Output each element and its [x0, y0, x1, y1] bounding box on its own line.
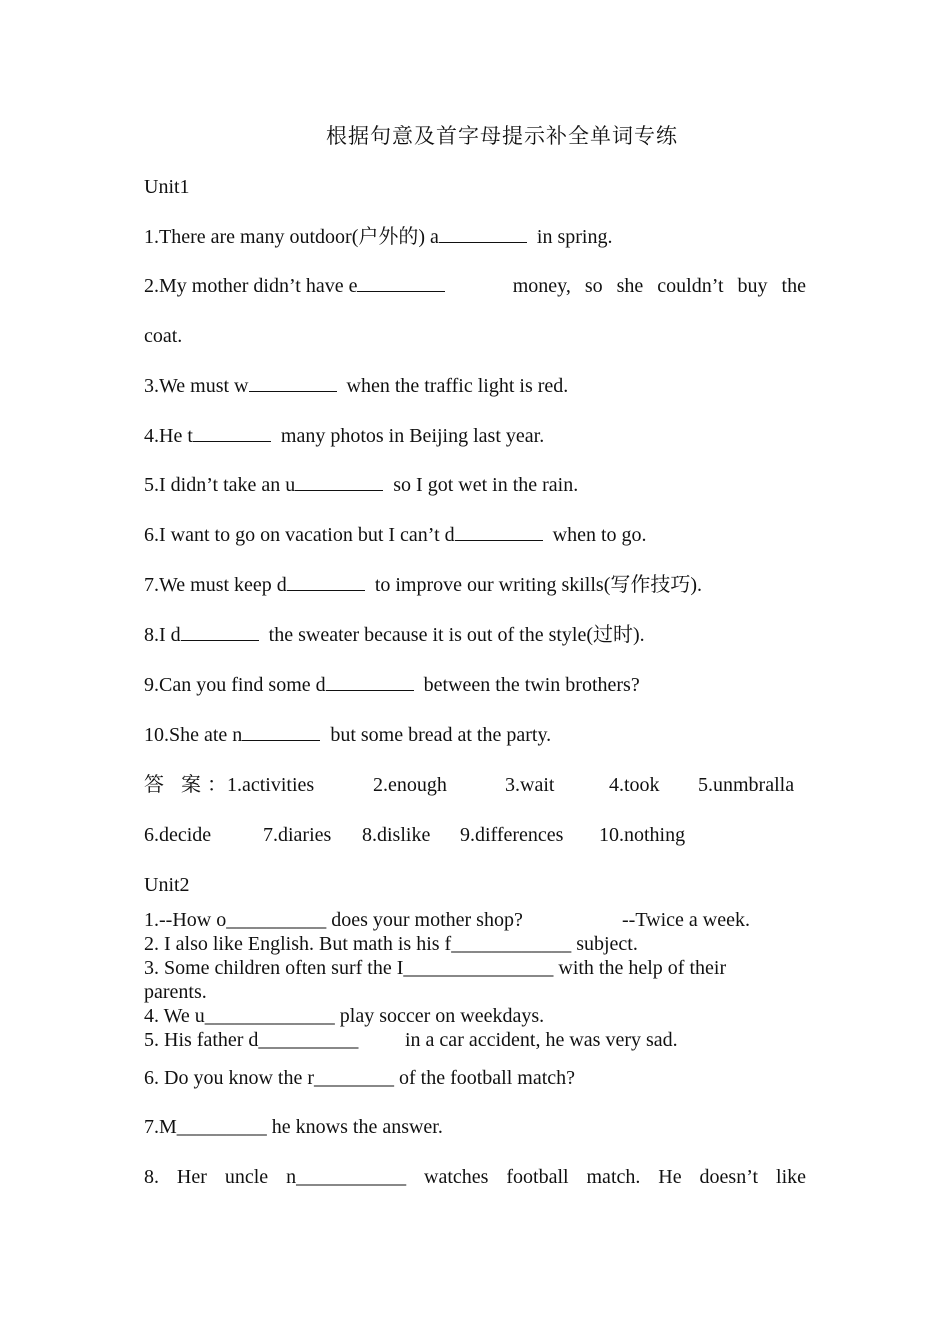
- item-text: when the traffic light is red.: [346, 375, 569, 397]
- answer-item: 5.unmbralla: [698, 774, 795, 796]
- item-text: the sweater because it is out of the style(过时).: [268, 624, 645, 646]
- item-text: but some bread at the party.: [330, 724, 552, 746]
- item-text: 7.We must keep d: [144, 574, 287, 596]
- unit1-item-9: [144, 673, 640, 697]
- answers-row-2: [144, 823, 806, 847]
- answer-item: 8.dislike: [362, 824, 431, 846]
- unit1-item-7: [144, 573, 702, 597]
- item-text: 2.My mother didn’t have e: [144, 274, 455, 298]
- unit2-line-6: 6. Do you know the r________ of the football match?: [144, 1067, 576, 1089]
- unit2-heading: Unit2: [144, 874, 190, 896]
- item-text: so I got wet in the rain.: [393, 474, 579, 496]
- answer-item: 6.decide: [144, 824, 212, 846]
- unit2-line-3-cont: parents.: [144, 981, 207, 1003]
- item-text: in spring.: [536, 226, 613, 248]
- item-text: to improve our writing skills(写作技巧).: [374, 574, 703, 596]
- item-text: 9.Can you find some d: [144, 674, 326, 696]
- unit2-line-3: 3. Some children often surf the I_______________ with the help of their: [144, 957, 727, 979]
- unit2-line-1: 1.--How o__________ does your mother shop?: [144, 909, 523, 931]
- answer-blank: [249, 377, 337, 392]
- item-text: many photos in Beijing last year.: [280, 425, 545, 447]
- answer-blank: [287, 576, 365, 591]
- unit1-item-4: [144, 424, 544, 448]
- item-text: between the twin brothers?: [423, 674, 640, 696]
- item-text: 6.I want to go on vacation but I can’t d: [144, 524, 455, 546]
- unit1-item-1: [144, 225, 612, 249]
- item-text: 10.She ate n: [144, 724, 243, 746]
- item-text: money, so she couldn’t buy the: [512, 275, 806, 297]
- unit2-line-4: 4. We u_____________ play soccer on weekdays.: [144, 1005, 545, 1027]
- answers-label: 答 案：: [144, 774, 233, 796]
- answer-item: 2.enough: [373, 774, 447, 796]
- unit1-item-2: [144, 274, 806, 298]
- item-text: when to go.: [552, 524, 647, 546]
- answer-blank: [439, 228, 527, 243]
- answer-item: 4.took: [609, 774, 660, 796]
- item-text: 4.He t: [144, 425, 193, 447]
- unit2-line-5-cont: in a car accident, he was very sad.: [405, 1029, 678, 1051]
- unit1-item-10: [144, 723, 551, 747]
- answer-blank: [357, 277, 445, 292]
- unit1-item-5: [144, 473, 578, 497]
- unit2-line-8: 8. Her uncle n___________ watches football match. He doesn’t like: [144, 1166, 806, 1188]
- unit2-line-7: 7.M_________ he knows the answer.: [144, 1116, 443, 1138]
- answer-item: 3.wait: [505, 774, 555, 796]
- unit2-line-2: 2. I also like English. But math is his f____________ subject.: [144, 933, 638, 955]
- unit1-item-2-cont: coat.: [144, 325, 183, 347]
- item-text: 1.There are many outdoor(户外的) a: [144, 226, 439, 248]
- item-text: 3.We must w: [144, 375, 249, 397]
- answer-blank: [181, 626, 259, 641]
- answer-blank: [242, 726, 320, 741]
- answer-item: 9.differences: [460, 824, 564, 846]
- page-title: 根据句意及首字母提示补全单词专练: [326, 124, 678, 148]
- answers-row-1: [144, 773, 806, 797]
- unit1-item-3: [144, 374, 568, 398]
- answer-blank: [193, 427, 271, 442]
- answer-blank: [326, 676, 414, 691]
- unit1-item-8: [144, 623, 645, 647]
- answer-item: 7.diaries: [263, 824, 332, 846]
- item-text: 8.I d: [144, 624, 181, 646]
- answer-item: 1.activities: [227, 774, 315, 796]
- unit1-heading: Unit1: [144, 176, 190, 198]
- unit1-item-6: [144, 523, 647, 547]
- answer-blank: [455, 526, 543, 541]
- item-text: 5.I didn’t take an u: [144, 474, 296, 496]
- answer-item: 10.nothing: [599, 824, 686, 846]
- unit2-line-1-answer: --Twice a week.: [622, 909, 750, 931]
- unit2-line-5: 5. His father d__________: [144, 1029, 359, 1051]
- answer-blank: [295, 476, 383, 491]
